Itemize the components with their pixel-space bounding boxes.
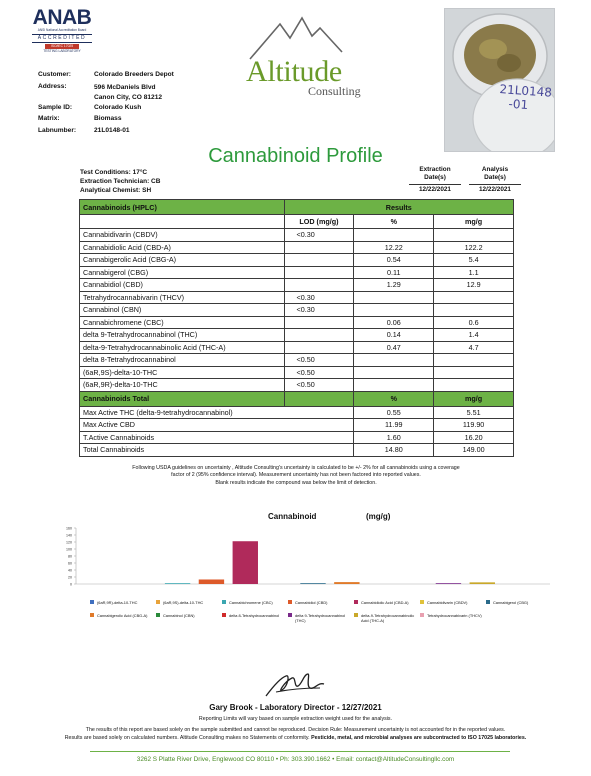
cannabinoid-name: Cannabinol (CBN) [80, 304, 285, 317]
sample-handwritten-label: 21L0148 -01 [499, 82, 553, 113]
legend-swatch [420, 613, 424, 617]
lod-value: <0.30 [284, 304, 354, 317]
legend-swatch [420, 600, 424, 604]
info-value: Biomass [94, 115, 122, 123]
y-tick-label: 120 [66, 540, 72, 545]
y-tick-label: 80 [68, 554, 72, 559]
legend-swatch [222, 613, 226, 617]
totals-row [80, 419, 514, 432]
anab-iso-band: ISO/IEC 17025 [45, 44, 79, 49]
legend-entry [90, 600, 152, 605]
percent-value [354, 229, 434, 242]
info-label: Customer: [38, 71, 71, 78]
y-tick-label: 0 [70, 582, 72, 587]
altitude-consulting-logo [242, 14, 372, 100]
y-tick-label: 100 [66, 547, 72, 552]
table-group-header [80, 200, 514, 215]
total-percent: 1.60 [354, 431, 434, 444]
total-mgg: 119.90 [434, 419, 514, 432]
mgg-value: 12.9 [434, 279, 514, 292]
info-label: Matrix: [38, 115, 60, 123]
table-column-header [80, 215, 514, 229]
mgg-value: 1.4 [434, 329, 514, 342]
legend-entry [90, 613, 152, 618]
column-mgg: mg/g [434, 215, 514, 229]
extraction-date: Extraction Date(s) 12/22/2021 [405, 166, 465, 194]
legend-label: delta 9-Tetrahydrocannabinol (THC) [295, 613, 346, 623]
footer-divider [90, 751, 510, 752]
info-value: 21L0148-01 [94, 126, 130, 134]
y-tick-label: 40 [68, 568, 72, 573]
anab-subtitle: ANSI National Accreditation Board [37, 28, 87, 32]
anab-accredited: ACCREDITED [32, 34, 92, 43]
info-value-line2: Canon City, CO 81212 [94, 93, 163, 101]
lod-value [284, 266, 354, 279]
legend-swatch [90, 600, 94, 604]
test-conditions-temp: Test Conditions: 17°C [80, 169, 148, 176]
info-row-labnumber [38, 127, 174, 139]
totals-row [80, 406, 514, 419]
mgg-value [434, 291, 514, 304]
footer-disclaimer [20, 727, 571, 742]
percent-value [354, 291, 434, 304]
note-line: Following USDA guidelines on uncertainty , Altitude Consulting's uncertainty is calculated to be +/- 2% for all cannabinoids using a coverage [132, 465, 460, 471]
legend-swatch [288, 613, 292, 617]
lod-value [284, 316, 354, 329]
totals-row [80, 431, 514, 444]
y-tick-label: 20 [68, 575, 72, 580]
table-row [80, 329, 514, 342]
mgg-value [434, 304, 514, 317]
cannabinoid-name: Cannabigerolic Acid (CBG-A) [80, 254, 285, 267]
table-row [80, 354, 514, 367]
table-row [80, 366, 514, 379]
anab-testing-lab: TESTING LABORATORY [43, 49, 81, 53]
percent-value: 0.47 [354, 341, 434, 354]
info-row-address [38, 83, 174, 104]
legend-label: Cannabigerol (CBG) [493, 600, 529, 605]
lod-value: <0.50 [284, 354, 354, 367]
info-value: 596 McDaniels Blvd [94, 83, 156, 91]
chart-bar [199, 579, 224, 584]
lod-value [284, 341, 354, 354]
legend-swatch [90, 613, 94, 617]
totals-header-label: Cannabinoids Total [80, 391, 285, 406]
legend-swatch [156, 613, 160, 617]
lod-value [284, 254, 354, 267]
client-info [38, 71, 174, 138]
chart-bar [436, 583, 461, 584]
mgg-value: 4.7 [434, 341, 514, 354]
chart-bar [233, 541, 258, 584]
note-line: factor of 2 (95% confidence interval). Measurement uncertainty has not been factored into reported values. [171, 472, 421, 479]
info-label: Labnumber: [38, 126, 77, 134]
report-title: Cannabinoid Profile [208, 145, 383, 167]
info-value: Colorado Breeders Depot [94, 71, 174, 78]
totals-header-empty [284, 391, 354, 406]
lod-value: <0.50 [284, 379, 354, 392]
percent-value: 0.11 [354, 266, 434, 279]
legend-swatch [486, 600, 490, 604]
logo-name: Altitude [246, 55, 342, 88]
legend-label: Cannabidivarin (CBDV) [427, 600, 468, 605]
lod-value [284, 241, 354, 254]
legend-label: Cannabigerolic Acid (CBG-A) [97, 613, 148, 618]
cannabinoid-name: Tetrahydrocannabivarin (THCV) [80, 291, 285, 304]
logo-sub: Consulting [308, 84, 361, 98]
legend-label: Cannabichromene (CBC) [229, 600, 273, 605]
percent-value [354, 354, 434, 367]
legend-entry [420, 613, 482, 618]
total-percent: 0.55 [354, 406, 434, 419]
cannabinoid-name: delta 9-Tetrahydrocannabinol (THC) [80, 329, 285, 342]
table-row [80, 304, 514, 317]
totals-header-percent: % [354, 391, 434, 406]
analysis-date: Analysis Date(s) 12/22/2021 [465, 166, 525, 194]
lod-value [284, 279, 354, 292]
test-conditions [80, 168, 160, 195]
info-row-sample-id [38, 104, 174, 116]
mgg-value: 122.2 [434, 241, 514, 254]
cannabinoid-name: (6aR,9S)-delta-10-THC [80, 366, 285, 379]
legend-entry [288, 613, 350, 623]
table-row [80, 254, 514, 267]
percent-value [354, 304, 434, 317]
report-dates [405, 166, 525, 194]
lod-value [284, 329, 354, 342]
y-tick-label: 140 [66, 533, 72, 538]
analytical-chemist: Analytical Chemist: SH [80, 187, 152, 194]
results-table [79, 199, 514, 457]
total-mgg: 16.20 [434, 431, 514, 444]
footer-reporting-limits: Reporting Limits will vary based on sample extraction weight used for the analysis. [198, 716, 393, 722]
total-name: T.Active Cannabinoids [80, 431, 354, 444]
legend-label: delta-9-Tetrahydrocannabinolic Acid (THC-A) [361, 613, 415, 623]
lod-value: <0.30 [284, 229, 354, 242]
cannabinoid-name: Cannabidiol (CBD) [80, 279, 285, 292]
mgg-value [434, 229, 514, 242]
chart-unit: (mg/g) [366, 512, 391, 521]
legend-swatch [288, 600, 292, 604]
info-row-customer [38, 71, 174, 83]
cannabinoid-name: Cannabidiolic Acid (CBD-A) [80, 241, 285, 254]
legend-label: Cannabinol (CBN) [163, 613, 195, 618]
cannabinoid-bar-chart [40, 524, 560, 590]
legend-swatch [156, 600, 160, 604]
legend-label: delta 8-Tetrahydrocannabinol [229, 613, 280, 618]
table-row [80, 316, 514, 329]
anab-wordmark: ANAB [32, 6, 92, 29]
chart-bar [300, 583, 325, 584]
cannabinoid-name: Cannabigerol (CBG) [80, 266, 285, 279]
anab-accreditation-logo [32, 8, 92, 54]
percent-value: 0.54 [354, 254, 434, 267]
legend-entry [222, 600, 284, 605]
y-tick-label: 60 [68, 561, 72, 566]
legend-label: (6aR,9R)-delta-10-THC [97, 600, 138, 605]
analysis-date-value: 12/22/2021 [469, 184, 521, 194]
mgg-value: 5.4 [434, 254, 514, 267]
legend-entry [354, 613, 416, 623]
percent-value [354, 366, 434, 379]
mgg-value [434, 379, 514, 392]
column-lod: LOD (mg/g) [284, 215, 354, 229]
legend-entry [156, 613, 218, 618]
legend-entry [420, 600, 482, 605]
lod-value: <0.50 [284, 366, 354, 379]
percent-value: 0.14 [354, 329, 434, 342]
table-header-cannabinoids: Cannabinoids (HPLC) [80, 200, 285, 215]
legend-swatch [354, 600, 358, 604]
extraction-technician: Extraction Technician: CB [80, 178, 161, 185]
legend-entry [288, 600, 350, 605]
percent-value: 0.06 [354, 316, 434, 329]
chart-bar [334, 582, 359, 584]
footer-address: 3262 S Platte River Drive, Englewood CO 80110 • Ph: 303.390.1662 • Email: contact@AltitudeConsultingllc.com [136, 756, 455, 763]
legend-label: Tetrahydrocannabivarin (THCV) [427, 613, 482, 618]
legend-entry [354, 600, 416, 605]
total-mgg: 149.00 [434, 444, 514, 457]
legend-label: Cannabidiol (CBD) [295, 600, 328, 605]
table-row [80, 229, 514, 242]
legend-label: (6aR,9S)-delta-10-THC [163, 600, 204, 605]
legend-entry [222, 613, 284, 618]
cannabinoid-name: delta-9-Tetrahydrocannabinolic Acid (THC-A) [80, 341, 285, 354]
mgg-value [434, 366, 514, 379]
chart-bar [470, 582, 495, 584]
percent-value: 12.22 [354, 241, 434, 254]
note-line: Blank results indicate the compound was below the limit of detection. [215, 479, 377, 486]
lod-value: <0.30 [284, 291, 354, 304]
info-row-matrix [38, 115, 174, 127]
info-label: Sample ID: [38, 103, 73, 111]
mgg-value: 1.1 [434, 266, 514, 279]
totals-header [80, 391, 514, 406]
total-name: Max Active THC (delta-9-tetrahydrocannabinol) [80, 406, 354, 419]
legend-swatch [222, 600, 226, 604]
table-row [80, 379, 514, 392]
legend-entry [486, 600, 548, 605]
cannabinoid-name: Cannabidivarin (CBDV) [80, 229, 285, 242]
table-row [80, 341, 514, 354]
chart-bar [165, 583, 190, 584]
totals-header-mgg: mg/g [434, 391, 514, 406]
table-row [80, 241, 514, 254]
chart-title: Cannabinoid [268, 512, 317, 521]
director-signature [262, 668, 332, 702]
cannabinoid-name: (6aR,9R)-delta-10-THC [80, 379, 285, 392]
footer-disclaimer-line: The results of this report are based solely on the sample submitted and cannot be reproduced. Decision Rule: Measurement uncertainty is not accounted for in the reported values. [85, 727, 506, 733]
legend-swatch [354, 613, 358, 617]
sample-photo [444, 8, 555, 152]
total-name: Total Cannabinoids [80, 444, 354, 457]
table-row [80, 266, 514, 279]
total-percent: 11.99 [354, 419, 434, 432]
mgg-value [434, 354, 514, 367]
total-percent: 14.80 [354, 444, 434, 457]
info-label: Address: [38, 82, 67, 90]
table-header-results: Results [284, 200, 513, 215]
signer-line: Gary Brook - Laboratory Director - 12/27/2021 [209, 703, 382, 712]
cannabinoid-name: delta 8-Tetrahydrocannabinol [80, 354, 285, 367]
table-row [80, 279, 514, 292]
total-mgg: 5.51 [434, 406, 514, 419]
legend-entry [156, 600, 218, 605]
legend-label: Cannabidiolic Acid (CBD-A) [361, 600, 409, 605]
column-percent: % [354, 215, 434, 229]
info-value: Colorado Kush [94, 103, 142, 111]
percent-value: 1.29 [354, 279, 434, 292]
percent-value [354, 379, 434, 392]
table-row [80, 291, 514, 304]
footer-disclaimer-line: Results are based solely on calculated numbers. Altitude Consulting makes no Statements of conformity. Pesticide, metal, and microbial analyses are subcontracted to ISO 17025 laboratories. [64, 734, 527, 741]
mgg-value: 0.6 [434, 316, 514, 329]
uncertainty-notes [90, 465, 502, 487]
y-tick-label: 160 [66, 526, 72, 531]
cannabinoid-name: Cannabichromene (CBC) [80, 316, 285, 329]
totals-row [80, 444, 514, 457]
total-name: Max Active CBD [80, 419, 354, 432]
extraction-date-value: 12/22/2021 [409, 184, 461, 194]
